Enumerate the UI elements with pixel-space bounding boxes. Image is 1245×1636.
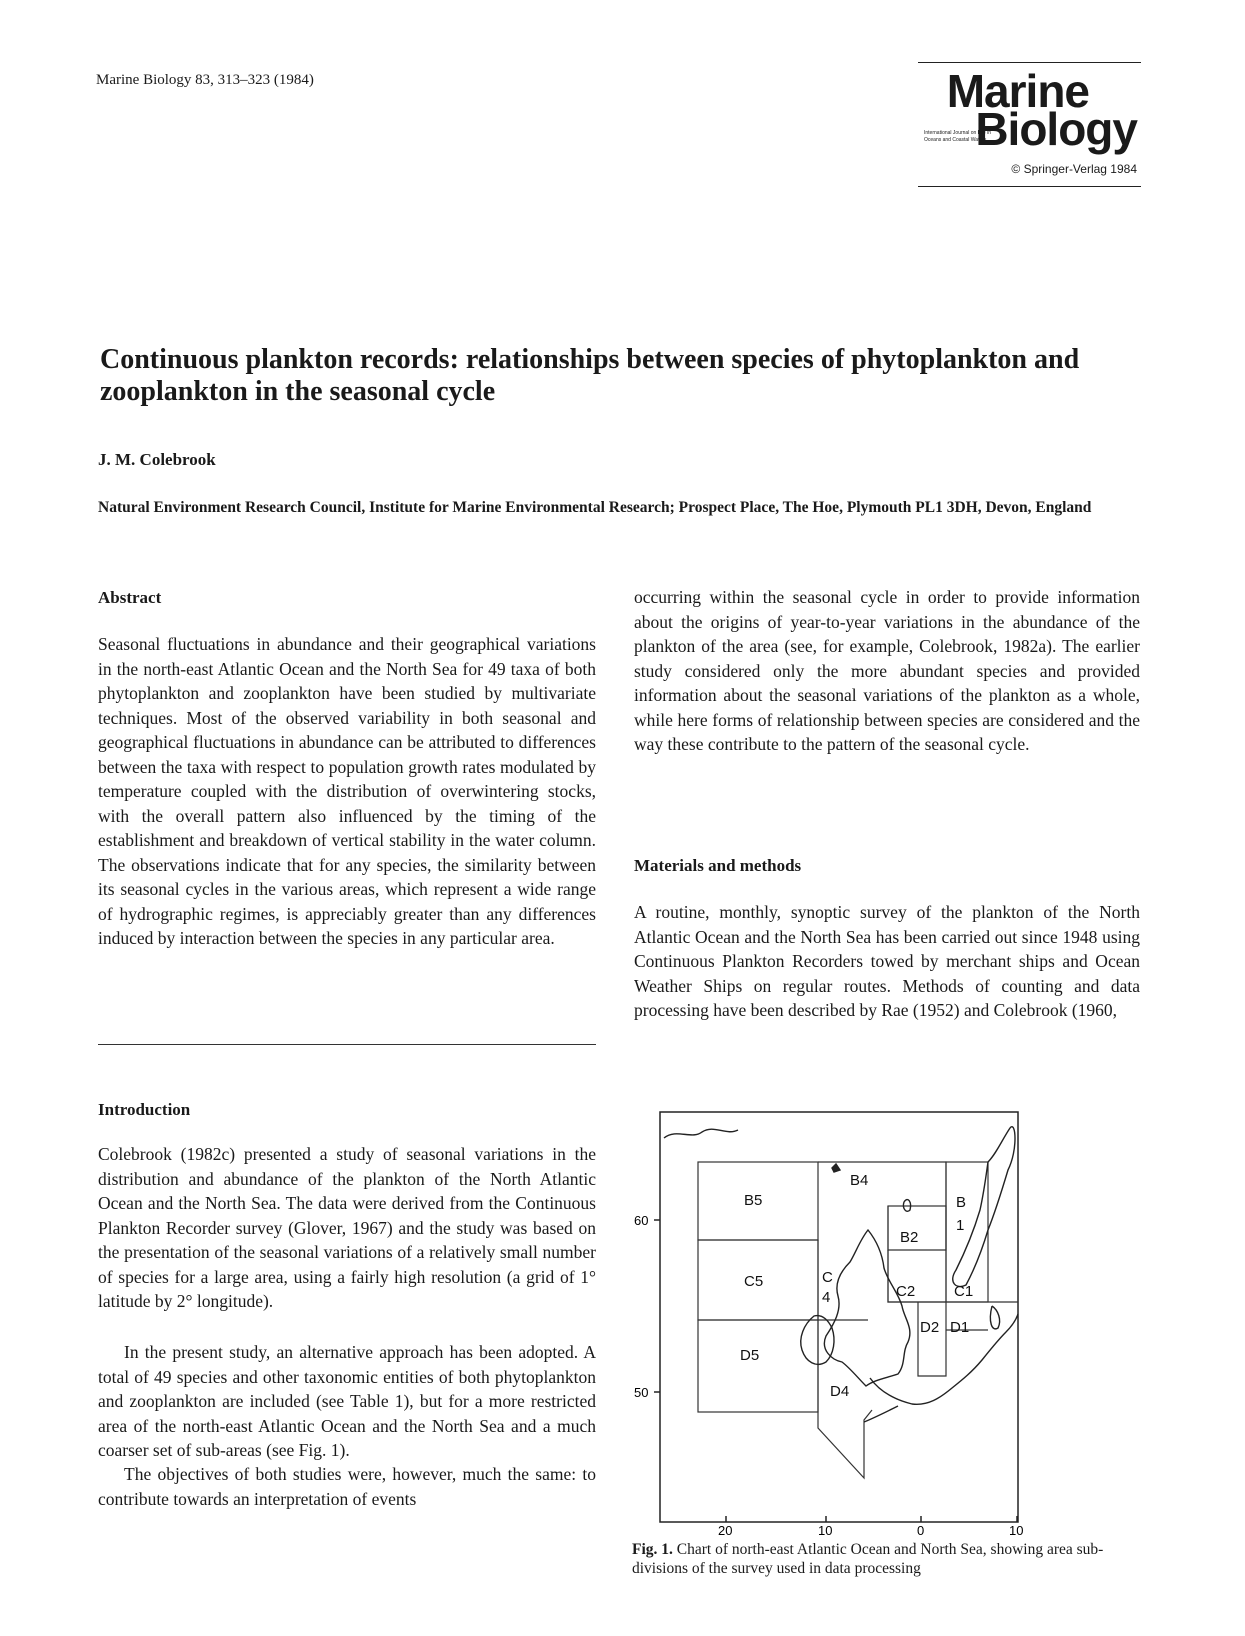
author-affiliation: Natural Environment Research Council, Institute for Marine Environmental Research; Prospect Place, The Hoe, Plymouth PL1 3DH, Devon, England (98, 499, 1092, 516)
logo-tagline: International Journal on Life in Oceans and Coastal Waters (924, 130, 991, 143)
label-c4-top: C (822, 1269, 833, 1286)
logo-top-rule (918, 62, 1141, 63)
figure-1-label: Fig. 1. (632, 1541, 673, 1558)
ireland-coast (801, 1316, 834, 1365)
label-b5: B5 (744, 1192, 763, 1209)
continent-coast (870, 1314, 1018, 1404)
article-author: J. M. Colebrook (98, 450, 216, 469)
iceland-coast (664, 1129, 738, 1138)
article-title: Continuous plankton records: relationships between species of phytoplankton and zooplankton in the seasonal cycle (100, 344, 1080, 407)
x-tick-label-10w: 10 (818, 1523, 833, 1538)
x-tick-label-0: 0 (917, 1523, 925, 1538)
area-grid (698, 1162, 1018, 1478)
label-c2: C2 (896, 1283, 916, 1300)
label-d5: D5 (740, 1347, 760, 1364)
label-d1: D1 (950, 1319, 970, 1336)
label-b2: B2 (900, 1229, 919, 1246)
logo-bottom-rule (918, 186, 1141, 187)
label-d2: D2 (920, 1319, 940, 1336)
introduction-paragraph-2: In the present study, an alternative approach has been adopted. A total of 49 species and other taxonomic entities of both phytoplankton and zooplankton are included (see Table 1), but for a more restricted area of the north-east Atlantic Ocean and the North Sea and a much coarser set of sub-areas (see Fig. 1). (98, 1342, 596, 1460)
x-tick-label-20w: 20 (718, 1523, 733, 1538)
label-b1-top: B (956, 1194, 967, 1211)
methods-heading: Materials and methods (634, 856, 802, 875)
label-b1-bottom: 1 (956, 1217, 965, 1234)
methods-paragraph-1: A routine, monthly, synoptic survey of the plankton of the North Atlantic Ocean and the North Sea has been carried out since 1948 using Continuous Plankton Recorders towed by merchant ships and Ocean Weather Ships on regular routes. Methods of counting and data processing have been described by Rae (1952) and Colebrook (1960, (634, 902, 1140, 1020)
abstract-heading: Abstract (98, 588, 162, 607)
introduction-paragraph-4: occurring within the seasonal cycle in order to provide information about the origins of year-to-year variations in the abundance of the plankton of the area (see, for example, Colebrook, 1982a). The earlier study considered only the more abundant species and provided information about the seasonal variations of the plankton as a whole, while here forms of relationship between species are considered and the way these contribute to the pattern of the seasonal cycle. (634, 587, 1140, 754)
journal-logo (918, 62, 1141, 190)
logo-word-marine: Marine (946, 65, 1089, 117)
y-tick-label-50: 50 (634, 1385, 649, 1400)
great-britain-coast (824, 1230, 910, 1386)
introduction-paragraph-3: The objectives of both studies were, however, much the same: to contribute towards an interpretation of events (98, 1464, 596, 1509)
figure-1-caption-text: Chart of north-east Atlantic Ocean and North Sea, showing area sub-divisions of the survey used in data processing (632, 1541, 1104, 1577)
denmark-coast (990, 1306, 999, 1329)
area-d2-box (918, 1302, 946, 1376)
abstract-text: Seasonal fluctuations in abundance and their geographical variations in the north-east Atlantic Ocean and the North Sea for 49 taxa of both phytoplankton and zooplankton have been studied by multivariate techniques. Most of the observed variability in both seasonal and geographical fluctuations in abundance can be attributed to differences between the taxa with respect to population growth rates modulated by temperature coupled with the distribution of overwintering stocks, with the overall pattern also influenced by the timing of the establishment and breakdown of vertical stability in the water column. The observations indicate that for any species, the similarity between its seasonal cycles in the various areas, which represent a wide range of hydrographic regimes, is appreciably greater than any differences induced by interaction between the species in any particular area. (98, 634, 596, 948)
coastlines (664, 1127, 1018, 1422)
survey-area-map (634, 1110, 1036, 1538)
journal-reference: Marine Biology 83, 313–323 (1984) (96, 72, 314, 88)
area-d5-box (698, 1320, 818, 1412)
label-c1: C1 (954, 1283, 974, 1300)
logo-copyright: © Springer-Verlag 1984 (1011, 162, 1137, 176)
y-tick-label-60: 60 (634, 1213, 649, 1228)
introduction-heading: Introduction (98, 1100, 191, 1119)
map-frame (660, 1112, 1018, 1522)
label-d4: D4 (830, 1383, 850, 1400)
label-c4-bottom: 4 (822, 1289, 831, 1306)
x-tick-label-10e: 10 (1009, 1523, 1024, 1538)
logo-word-biology: Biology (975, 103, 1137, 155)
figure-1-caption (632, 1540, 1140, 1578)
label-b4: B4 (850, 1172, 869, 1189)
introduction-paragraph-1: Colebrook (1982c) presented a study of seasonal variations in the distribution and abundance of the plankton of the North Atlantic Ocean and the North Sea. The data were derived from the Continuous Plankton Recorder survey (Glover, 1967) and the study was based on the presentation of the seasonal variations of a relatively small number of species for a large area, using a fairly high resolution (a grid of 1° latitude by 2° longitude). (98, 1144, 596, 1311)
label-c5: C5 (744, 1273, 764, 1290)
faroe-islands (832, 1164, 840, 1172)
abstract-divider (98, 1044, 596, 1045)
